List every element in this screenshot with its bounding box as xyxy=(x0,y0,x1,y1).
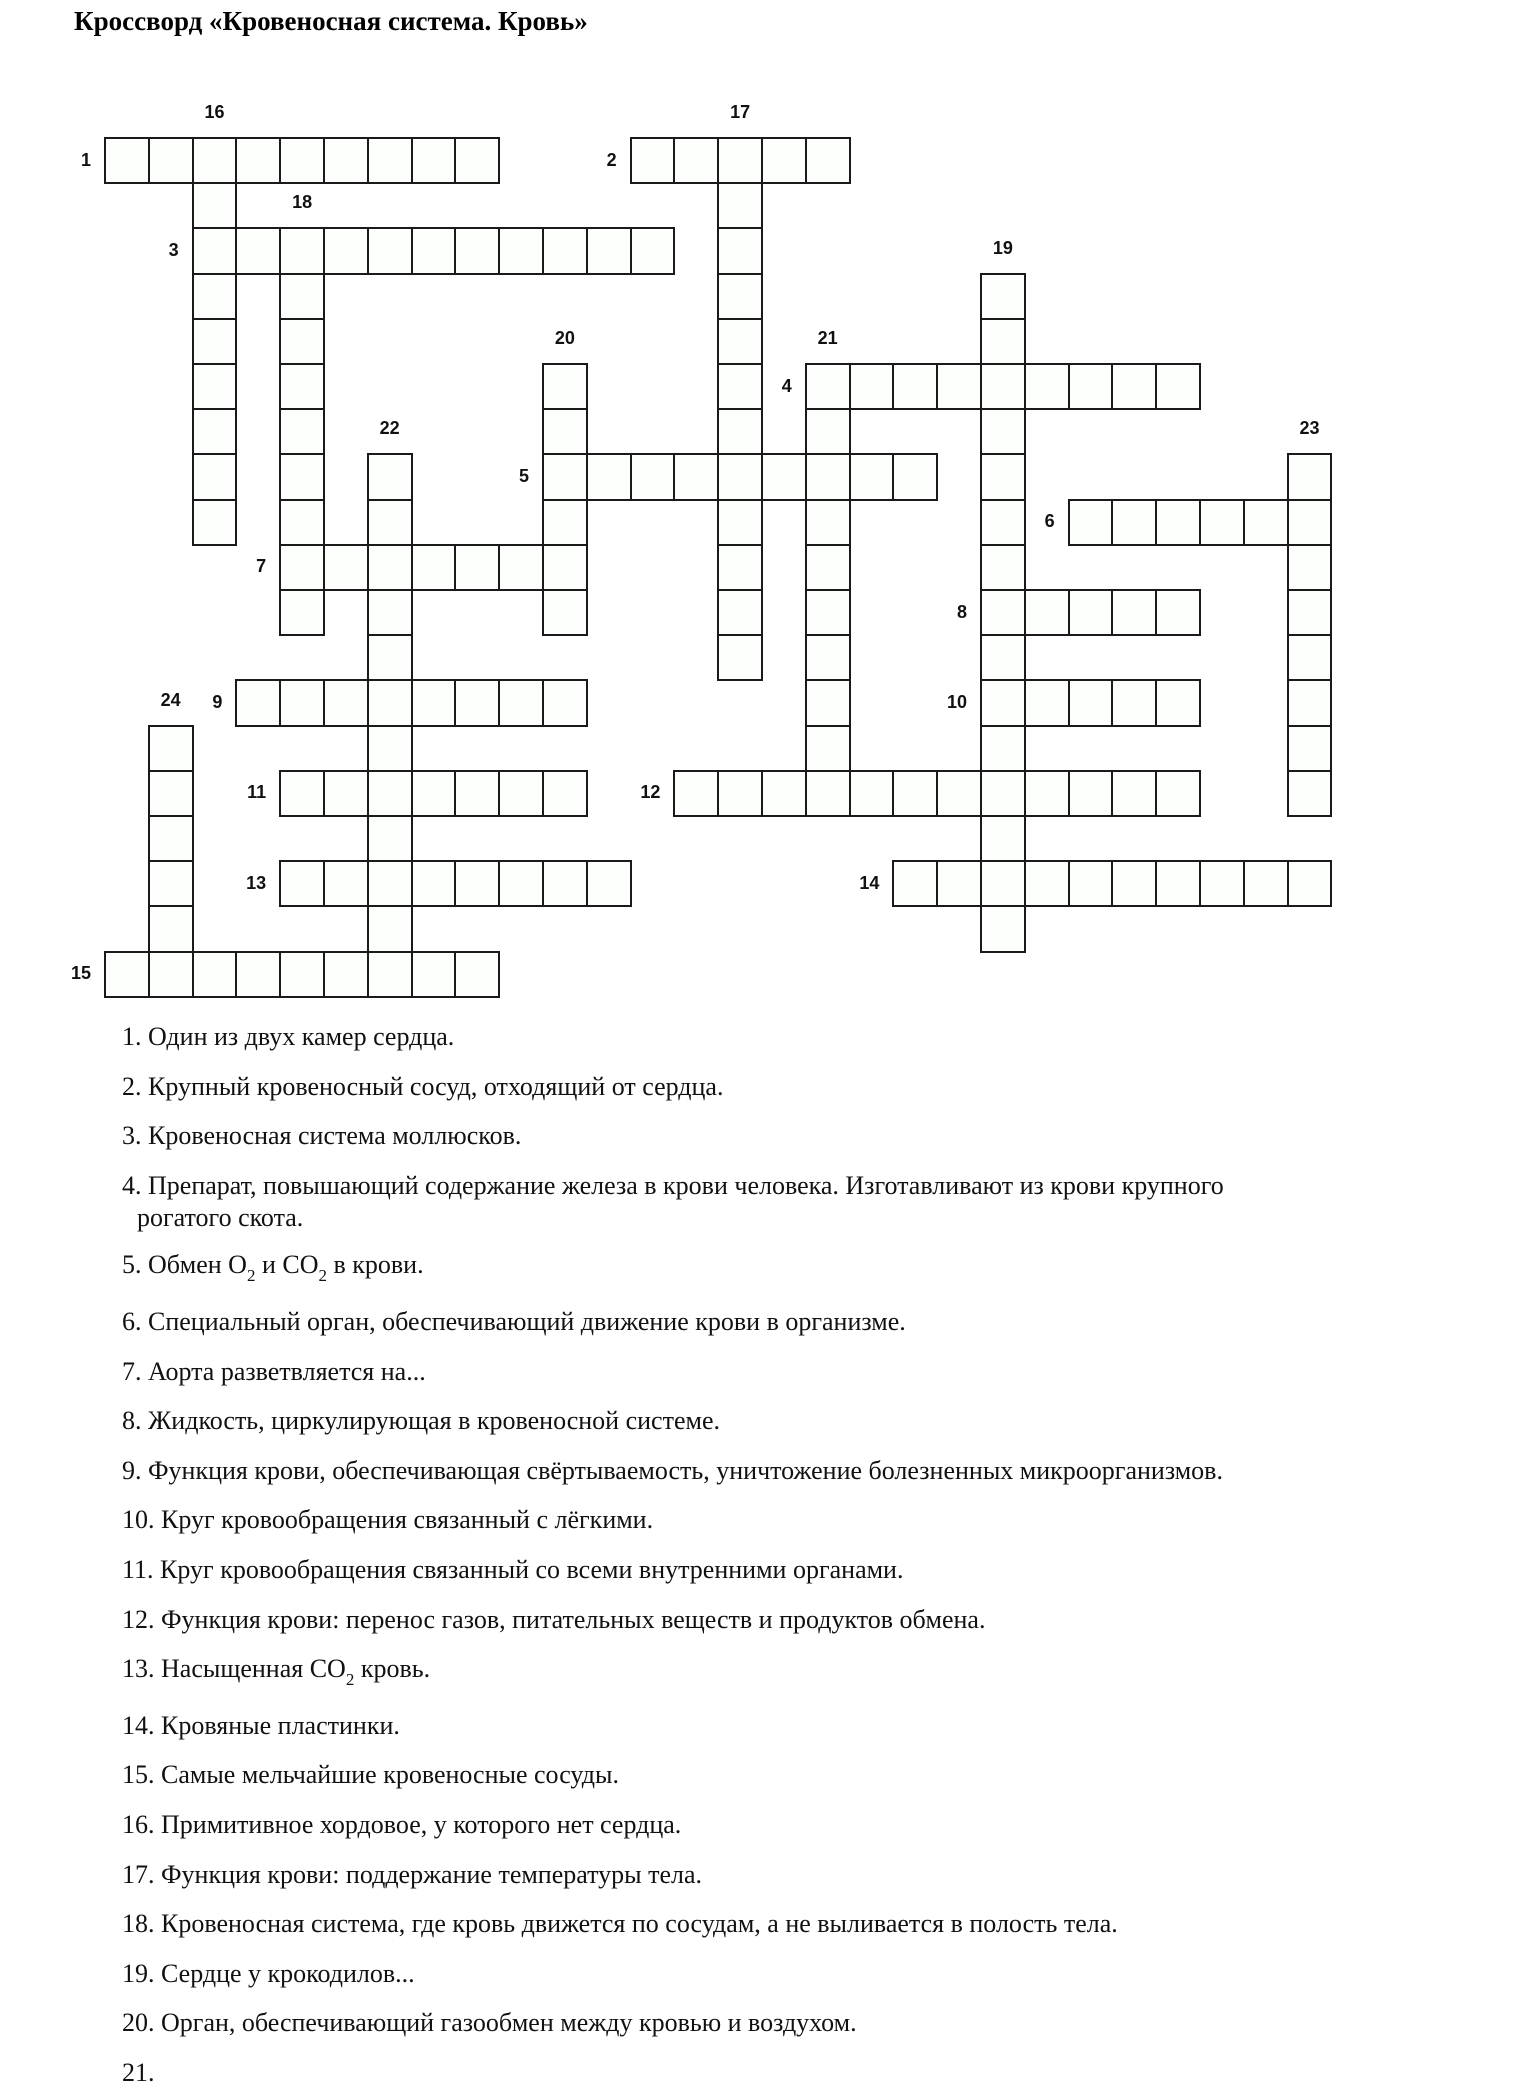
crossword-cell[interactable] xyxy=(367,951,413,998)
crossword-cell[interactable] xyxy=(367,679,413,726)
crossword-cell[interactable] xyxy=(148,770,194,817)
crossword-cell[interactable] xyxy=(630,453,676,500)
crossword-cell[interactable] xyxy=(1068,860,1114,907)
clue-text: 11. Круг кровообращения связанный со всеми внутренними органами. xyxy=(122,1554,904,1584)
clue-text: 3. Кровеносная система моллюсков. xyxy=(122,1121,522,1151)
crossword-cell[interactable] xyxy=(1155,770,1201,817)
clue-number-label: 21 xyxy=(817,328,838,348)
crossword-cell[interactable] xyxy=(192,951,238,998)
crossword-cell[interactable] xyxy=(717,182,763,229)
crossword-cell[interactable] xyxy=(1287,634,1333,681)
crossword-cell[interactable] xyxy=(630,137,676,184)
crossword-cell[interactable] xyxy=(1287,770,1333,817)
crossword-cell[interactable] xyxy=(454,137,500,184)
crossword-cell[interactable] xyxy=(892,453,938,500)
crossword-cell[interactable] xyxy=(367,770,413,817)
crossword-cell[interactable] xyxy=(367,227,413,274)
crossword-cell[interactable] xyxy=(411,951,457,998)
crossword-cell[interactable] xyxy=(323,137,369,184)
clue-list xyxy=(122,1012,1522,2097)
clue-number-label: 5 xyxy=(518,466,529,486)
clue-text: 14. Кровяные пластинки. xyxy=(122,1710,400,1740)
crossword-cell[interactable] xyxy=(192,408,238,455)
subscript: 2 xyxy=(318,1266,327,1286)
clue-number-label: 19 xyxy=(992,237,1013,258)
crossword-cell[interactable] xyxy=(1111,860,1157,907)
clue-number-label: 4 xyxy=(781,375,792,396)
clue-item xyxy=(122,1396,1522,1446)
crossword-cell[interactable] xyxy=(498,544,544,591)
clue-number-label: 10 xyxy=(946,692,967,712)
crossword-cell[interactable] xyxy=(1155,499,1201,546)
crossword-cell[interactable] xyxy=(367,815,413,862)
crossword-cell[interactable] xyxy=(498,227,544,274)
crossword-cell[interactable] xyxy=(761,137,807,184)
crossword-cell[interactable] xyxy=(192,499,238,546)
page-title: Кроссворд «Кровеносная система. Кровь» xyxy=(74,6,588,36)
crossword-cell[interactable] xyxy=(1111,363,1157,410)
crossword-cell[interactable] xyxy=(542,453,588,500)
crossword-cell[interactable] xyxy=(1243,860,1289,907)
clue-text: 20. Орган, обеспечивающий газообмен между кровью и воздухом. xyxy=(122,2008,857,2038)
clue-text: и CO xyxy=(255,1250,319,1280)
crossword-cell[interactable] xyxy=(367,860,413,907)
crossword-cell[interactable] xyxy=(849,770,895,817)
crossword-cell[interactable] xyxy=(980,318,1026,365)
crossword-cell[interactable] xyxy=(411,227,457,274)
crossword-cell[interactable] xyxy=(454,679,500,726)
crossword-cell[interactable] xyxy=(454,860,500,907)
crossword-cell[interactable] xyxy=(1111,770,1157,817)
crossword-cell[interactable] xyxy=(980,453,1026,500)
crossword-cell[interactable] xyxy=(1111,499,1157,546)
crossword-cell[interactable] xyxy=(717,499,763,546)
subscript: 2 xyxy=(345,1670,355,1690)
crossword-cell[interactable] xyxy=(980,408,1026,455)
clue-text: в крови. xyxy=(326,1250,424,1280)
clue-number-label: 15 xyxy=(70,963,91,984)
crossword-cell[interactable] xyxy=(104,137,150,184)
clue-text: 1. Один из двух камер сердца. xyxy=(122,1022,455,1051)
clue-text: 10. Круг кровообращения связанный с лёгкими. xyxy=(122,1505,654,1535)
clue-number-label: 7 xyxy=(256,556,267,577)
clue-text: 9. Функция крови, обеспечивающая свёртываемость, уничтожение болезненных микроорганизмов. xyxy=(122,1455,1223,1485)
crossword-cell[interactable] xyxy=(1287,725,1333,772)
crossword-cell[interactable] xyxy=(367,453,413,500)
crossword-cell[interactable] xyxy=(761,770,807,817)
crossword-cell[interactable] xyxy=(411,860,457,907)
crossword-cell[interactable] xyxy=(717,770,763,817)
crossword-cell[interactable] xyxy=(279,137,325,184)
crossword-cell[interactable] xyxy=(936,363,982,410)
crossword-cell[interactable] xyxy=(367,589,413,636)
crossword-cell[interactable] xyxy=(1243,499,1289,546)
crossword-cell[interactable] xyxy=(1287,499,1333,546)
clue-number-label: 1 xyxy=(80,149,91,170)
crossword-cell[interactable] xyxy=(1155,589,1201,636)
crossword-cell[interactable] xyxy=(323,951,369,998)
crossword-cell[interactable] xyxy=(1068,499,1114,546)
clue-number-label: 20 xyxy=(554,328,575,348)
clue-text: кровь. xyxy=(354,1654,431,1684)
clue-item xyxy=(122,1446,1522,1496)
crossword-cell[interactable] xyxy=(805,363,851,410)
clue-item xyxy=(122,1644,1522,1694)
crossword-cell[interactable] xyxy=(805,770,851,817)
crossword-cell[interactable] xyxy=(104,951,150,998)
crossword-cell[interactable] xyxy=(805,137,851,184)
crossword-cell[interactable] xyxy=(279,589,325,636)
crossword-cell[interactable] xyxy=(849,453,895,500)
crossword-cell[interactable] xyxy=(1287,453,1333,500)
crossword-cell[interactable] xyxy=(673,137,719,184)
crossword-cell[interactable] xyxy=(1068,770,1114,817)
clue-item xyxy=(122,1701,1522,1751)
crossword-cell[interactable] xyxy=(279,860,325,907)
crossword-cell[interactable] xyxy=(936,860,982,907)
clue-text: 16. Примитивное хордовое, у которого нет сердца. xyxy=(122,1809,682,1839)
crossword-cell[interactable] xyxy=(279,499,325,546)
crossword-cell[interactable] xyxy=(192,227,238,274)
crossword-cell[interactable] xyxy=(805,453,851,500)
crossword-cell[interactable] xyxy=(1024,770,1070,817)
crossword-cell[interactable] xyxy=(1024,679,1070,726)
crossword-cell[interactable] xyxy=(542,770,588,817)
crossword-cell[interactable] xyxy=(235,951,281,998)
crossword-cell[interactable] xyxy=(454,227,500,274)
crossword-cell[interactable] xyxy=(805,634,851,681)
clue-number-label: 2 xyxy=(606,149,617,170)
crossword-cell[interactable] xyxy=(323,227,369,274)
crossword-cell[interactable] xyxy=(980,860,1026,907)
subscript: 2 xyxy=(246,1266,256,1286)
clue-item xyxy=(122,1750,1522,1800)
crossword-cell[interactable] xyxy=(1024,860,1070,907)
crossword-cell[interactable] xyxy=(1287,544,1333,591)
crossword-cell[interactable] xyxy=(1199,860,1245,907)
crossword-cell[interactable] xyxy=(980,499,1026,546)
crossword-cell[interactable] xyxy=(980,770,1026,817)
clue-item xyxy=(122,1949,1522,1999)
clue-text: 8. Жидкость, циркулирующая в кровеносной системе. xyxy=(122,1406,720,1436)
crossword-cell[interactable] xyxy=(1155,363,1201,410)
crossword-cell[interactable] xyxy=(717,227,763,274)
crossword-cell[interactable] xyxy=(1287,679,1333,726)
crossword-cell[interactable] xyxy=(411,544,457,591)
crossword-cell[interactable] xyxy=(148,860,194,907)
crossword-cell[interactable] xyxy=(1287,860,1333,907)
crossword-cell[interactable] xyxy=(148,725,194,772)
crossword-cell[interactable] xyxy=(323,544,369,591)
clue-text: 13. Насыщенная CO xyxy=(122,1654,346,1684)
crossword-cell[interactable] xyxy=(717,363,763,410)
crossword-cell[interactable] xyxy=(1155,679,1201,726)
crossword-cell[interactable] xyxy=(717,137,763,184)
crossword-cell[interactable] xyxy=(761,453,807,500)
crossword-cell[interactable] xyxy=(717,589,763,636)
crossword-cell[interactable] xyxy=(717,318,763,365)
crossword-cell[interactable] xyxy=(542,227,588,274)
crossword-cell[interactable] xyxy=(717,408,763,455)
crossword-cell[interactable] xyxy=(805,544,851,591)
clue-item xyxy=(122,1850,1522,1900)
crossword-cell[interactable] xyxy=(542,499,588,546)
crossword-cell[interactable] xyxy=(1111,589,1157,636)
crossword-cell[interactable] xyxy=(1155,860,1201,907)
crossword-cell[interactable] xyxy=(586,453,632,500)
clue-item xyxy=(122,1012,1522,1062)
clue-item xyxy=(122,1240,1522,1290)
clue-item xyxy=(122,1111,1522,1161)
crossword-cell[interactable] xyxy=(367,544,413,591)
crossword-cell[interactable] xyxy=(980,273,1026,320)
crossword-cell[interactable] xyxy=(805,589,851,636)
crossword-cell[interactable] xyxy=(980,589,1026,636)
crossword-cell[interactable] xyxy=(1024,363,1070,410)
crossword-cell[interactable] xyxy=(192,182,238,229)
clue-text: 12. Функция крови: перенос газов, питательных веществ и продуктов обмена. xyxy=(122,1604,986,1634)
crossword-cell[interactable] xyxy=(805,679,851,726)
clue-item xyxy=(122,1998,1522,2048)
crossword-cell[interactable] xyxy=(498,679,544,726)
crossword-cell[interactable] xyxy=(892,770,938,817)
clue-number-label: 6 xyxy=(1044,511,1055,532)
crossword-cell[interactable] xyxy=(148,905,194,952)
clue-item xyxy=(122,1062,1522,1112)
crossword-cell[interactable] xyxy=(717,273,763,320)
clue-item xyxy=(122,1347,1522,1397)
crossword-cell[interactable] xyxy=(279,273,325,320)
crossword-cell[interactable] xyxy=(717,544,763,591)
crossword-cell[interactable] xyxy=(1068,679,1114,726)
clue-item xyxy=(122,2048,1522,2097)
crossword-cell[interactable] xyxy=(1068,589,1114,636)
crossword-cell[interactable] xyxy=(192,273,238,320)
clue-text: 21. xyxy=(122,2057,155,2087)
crossword-cell[interactable] xyxy=(454,770,500,817)
clue-text: 5. Обмен O xyxy=(122,1250,247,1280)
clue-item xyxy=(122,1595,1522,1645)
clue-text: 2. Крупный кровеносный сосуд, отходящий от сердца. xyxy=(122,1071,724,1101)
crossword-cell[interactable] xyxy=(1199,499,1245,546)
crossword-cell[interactable] xyxy=(279,453,325,500)
crossword-cell[interactable] xyxy=(367,137,413,184)
crossword-cell[interactable] xyxy=(235,227,281,274)
crossword-cell[interactable] xyxy=(717,453,763,500)
crossword-cell[interactable] xyxy=(805,499,851,546)
crossword-cell[interactable] xyxy=(717,634,763,681)
clue-number-label: 11 xyxy=(247,782,267,803)
crossword-cell[interactable] xyxy=(148,951,194,998)
crossword-cell[interactable] xyxy=(192,453,238,500)
clue-item xyxy=(122,1899,1522,1949)
crossword-cell[interactable] xyxy=(586,227,632,274)
crossword-cell[interactable] xyxy=(367,725,413,772)
crossword-cell[interactable] xyxy=(936,770,982,817)
crossword-cell[interactable] xyxy=(892,363,938,410)
crossword-cell[interactable] xyxy=(542,679,588,726)
clue-text: 6. Специальный орган, обеспечивающий движение крови в организме. xyxy=(122,1306,906,1336)
crossword-cell[interactable] xyxy=(542,589,588,636)
crossword-cell[interactable] xyxy=(367,499,413,546)
crossword-cell[interactable] xyxy=(279,544,325,591)
crossword-cell[interactable] xyxy=(235,679,281,726)
crossword-cell[interactable] xyxy=(498,860,544,907)
crossword-cell[interactable] xyxy=(1111,679,1157,726)
crossword-cell[interactable] xyxy=(367,905,413,952)
crossword-cell[interactable] xyxy=(1068,363,1114,410)
crossword-cell[interactable] xyxy=(192,318,238,365)
crossword-cell[interactable] xyxy=(980,363,1026,410)
crossword-cell[interactable] xyxy=(892,860,938,907)
clue-item xyxy=(122,1495,1522,1545)
crossword-cell[interactable] xyxy=(673,770,719,817)
clue-text: 19. Сердце у крокодилов... xyxy=(122,1958,415,1988)
clue-number-label: 23 xyxy=(1299,418,1320,439)
crossword-cell[interactable] xyxy=(367,634,413,681)
crossword-cell[interactable] xyxy=(805,408,851,455)
clue-number-label: 17 xyxy=(730,102,751,122)
crossword-cell[interactable] xyxy=(279,318,325,365)
crossword-cell[interactable] xyxy=(192,137,238,184)
crossword-cell[interactable] xyxy=(279,408,325,455)
crossword-cell[interactable] xyxy=(323,860,369,907)
crossword-cell[interactable] xyxy=(279,770,325,817)
crossword-cell[interactable] xyxy=(586,860,632,907)
crossword-cell[interactable] xyxy=(1024,589,1070,636)
crossword-cell[interactable] xyxy=(542,544,588,591)
clue-item xyxy=(122,1545,1522,1595)
clue-text: 17. Функция крови: поддержание температуры тела. xyxy=(122,1859,703,1889)
clue-number-label: 16 xyxy=(204,102,225,122)
crossword-cell[interactable] xyxy=(148,815,194,862)
crossword-cell[interactable] xyxy=(980,544,1026,591)
clue-number-label: 18 xyxy=(292,192,313,213)
crossword-cell[interactable] xyxy=(673,453,719,500)
clue-number-label: 24 xyxy=(160,689,181,710)
crossword-cell[interactable] xyxy=(1287,589,1333,636)
crossword-cell[interactable] xyxy=(454,951,500,998)
clue-item xyxy=(122,1297,1522,1347)
crossword-cell[interactable] xyxy=(849,363,895,410)
crossword-cell[interactable] xyxy=(980,905,1026,952)
crossword-cell[interactable] xyxy=(279,679,325,726)
clue-text: 4. Препарат, повышающий содержание железа в крови человека. Изготавливают из крови крупного xyxy=(122,1170,1224,1200)
crossword-cell[interactable] xyxy=(980,725,1026,772)
crossword-cell[interactable] xyxy=(279,363,325,410)
clue-text: 18. Кровеносная система, где кровь движется по сосудам, а не выливается в полость тела. xyxy=(122,1909,1118,1939)
clue-number-label: 14 xyxy=(859,872,880,893)
clue-number-label: 8 xyxy=(956,601,967,622)
clue-number-label: 12 xyxy=(640,782,661,803)
crossword-cell[interactable] xyxy=(542,408,588,455)
crossword-cell[interactable] xyxy=(148,137,194,184)
crossword-cell[interactable] xyxy=(542,860,588,907)
clue-number-label: 13 xyxy=(246,872,267,893)
crossword-cell[interactable] xyxy=(323,770,369,817)
clue-number-label: 3 xyxy=(168,240,179,260)
clue-text-continuation: рогатого скота. xyxy=(137,1203,304,1233)
clue-number-label: 22 xyxy=(379,418,400,439)
crossword-cell[interactable] xyxy=(498,770,544,817)
crossword-cell[interactable] xyxy=(805,725,851,772)
clue-text: 7. Аорта разветвляется на... xyxy=(122,1356,426,1386)
crossword-cell[interactable] xyxy=(279,227,325,274)
crossword-cell[interactable] xyxy=(323,679,369,726)
crossword-cell[interactable] xyxy=(279,951,325,998)
crossword-cell[interactable] xyxy=(192,363,238,410)
crossword-cell[interactable] xyxy=(980,815,1026,862)
crossword-cell[interactable] xyxy=(411,137,457,184)
crossword-cell[interactable] xyxy=(980,634,1026,681)
crossword-cell[interactable] xyxy=(980,679,1026,726)
crossword-cell[interactable] xyxy=(542,363,588,410)
clue-item xyxy=(122,1800,1522,1850)
crossword-cell[interactable] xyxy=(411,679,457,726)
crossword-cell[interactable] xyxy=(235,137,281,184)
clue-item xyxy=(122,1161,1522,1237)
crossword-cell[interactable] xyxy=(454,544,500,591)
clue-number-label: 9 xyxy=(212,692,223,712)
crossword-cell[interactable] xyxy=(411,770,457,817)
crossword-cell[interactable] xyxy=(630,227,676,274)
crossword-grid xyxy=(0,0,1536,1010)
clue-text: 15. Самые мельчайшие кровеносные сосуды. xyxy=(122,1760,619,1790)
